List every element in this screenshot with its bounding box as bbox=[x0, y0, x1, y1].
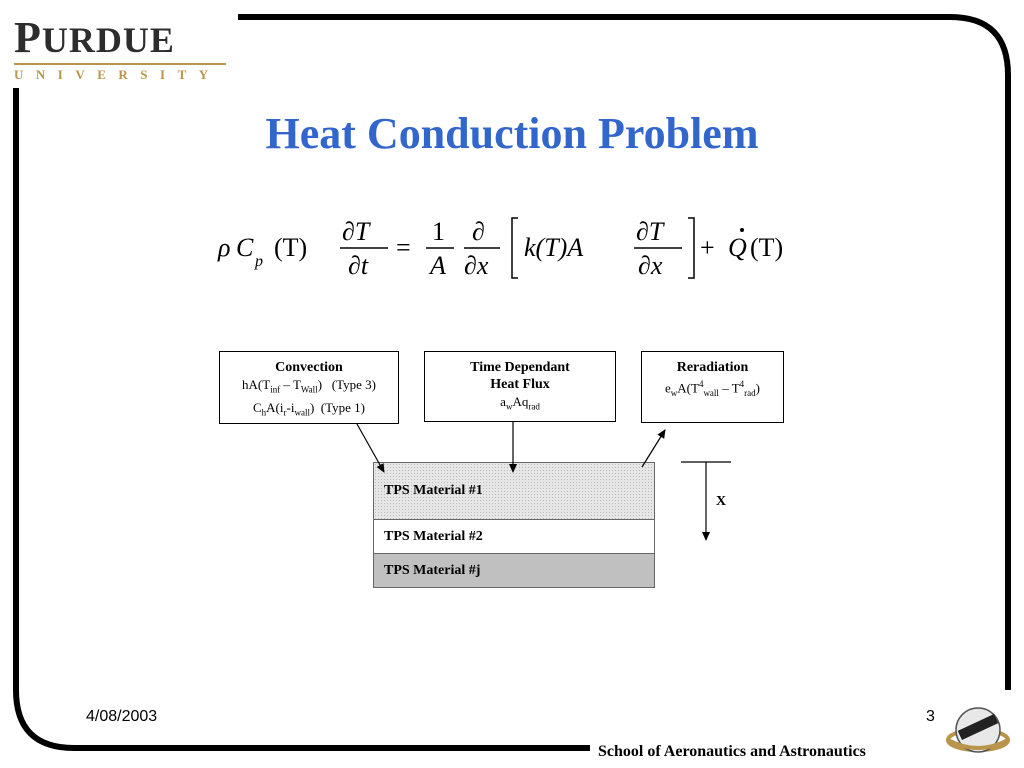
eq-p: p bbox=[255, 253, 263, 270]
tps-layer-2-label: TPS Material #2 bbox=[384, 528, 483, 544]
hf-l1-sub1: w bbox=[505, 401, 513, 412]
slide-date: 4/08/2003 bbox=[86, 708, 158, 725]
conv-l2-sub3: wall bbox=[294, 407, 310, 418]
eq-t-arg: (T) bbox=[274, 233, 308, 262]
eq-dx: ∂x bbox=[464, 251, 489, 280]
hf-l1-b: Aq bbox=[512, 394, 529, 409]
x-axis-label: X bbox=[716, 494, 727, 509]
eq-dt: ∂t bbox=[348, 251, 369, 280]
eq-dT: ∂T bbox=[342, 217, 370, 246]
eq-one: 1 bbox=[432, 217, 445, 246]
tps-layer-j-label: TPS Material #j bbox=[384, 562, 481, 578]
eq-q-arg: (T) bbox=[750, 233, 784, 262]
conv-l1-b: – T bbox=[280, 377, 301, 392]
conv-l2-sub1: h bbox=[261, 407, 267, 418]
eq-q: Q bbox=[728, 233, 747, 262]
conv-l1-sub1: inf bbox=[270, 384, 281, 395]
heat-flux-title-1: Time Dependant bbox=[470, 360, 570, 375]
conv-l1-sub2: Wall bbox=[300, 384, 318, 395]
conv-l2-d: ) (Type 1) bbox=[309, 399, 365, 415]
rr-l1-sup1: 4 bbox=[698, 379, 704, 389]
conv-l2-sub2: r bbox=[283, 407, 287, 418]
eq-equals: = bbox=[396, 233, 411, 262]
reradiation-arrow bbox=[642, 430, 665, 467]
slide-title: Heat Conduction Problem bbox=[265, 109, 759, 158]
heat-flux-title-2: Heat Flux bbox=[490, 377, 550, 392]
convection-title: Convection bbox=[275, 360, 343, 375]
eq-a: A bbox=[430, 251, 446, 280]
eq-c: C bbox=[236, 233, 254, 262]
eq-plus: + bbox=[700, 233, 715, 262]
logo-university: UNIVERSITY bbox=[14, 67, 221, 82]
logo-initial: P bbox=[14, 13, 42, 62]
footer-school: School of Aeronautics and Astronautics bbox=[598, 743, 866, 760]
eq-dT2: ∂T bbox=[636, 217, 664, 246]
rr-l1-a: e bbox=[664, 380, 671, 396]
hf-l1-sub2: rad bbox=[528, 401, 540, 412]
rr-l1-c: – T bbox=[718, 380, 740, 396]
slide-page-number: 3 bbox=[926, 708, 935, 725]
eq-dx2: ∂x bbox=[638, 251, 663, 280]
logo-rest: URDUE bbox=[41, 20, 175, 60]
eq-rho: ρ bbox=[218, 233, 231, 262]
tps-layer-1-label: TPS Material #1 bbox=[384, 483, 483, 498]
conv-l2-a: C bbox=[252, 399, 262, 415]
aeronautics-logo bbox=[944, 700, 1012, 764]
conv-l1-a: hA(T bbox=[242, 377, 271, 392]
eq-kta: k(T)A bbox=[524, 233, 584, 262]
reradiation-title: Reradiation bbox=[676, 360, 749, 375]
rr-l1-d: ) bbox=[755, 380, 760, 396]
conv-l2-c: -i bbox=[286, 399, 295, 415]
rr-l1-sub2: wall bbox=[703, 387, 719, 398]
hf-l1-a: a bbox=[500, 394, 506, 409]
rr-l1-b: A(T bbox=[677, 380, 699, 396]
conv-l1-c: ) (Type 3) bbox=[317, 377, 376, 392]
rr-l1-sub3: rad bbox=[744, 387, 756, 398]
rr-l1-sub1: w bbox=[670, 387, 678, 398]
eq-partial: ∂ bbox=[472, 217, 485, 246]
rr-l1-sup2: 4 bbox=[739, 379, 745, 389]
convection-arrow bbox=[357, 424, 384, 472]
conv-l2-b: A(i bbox=[266, 399, 284, 415]
